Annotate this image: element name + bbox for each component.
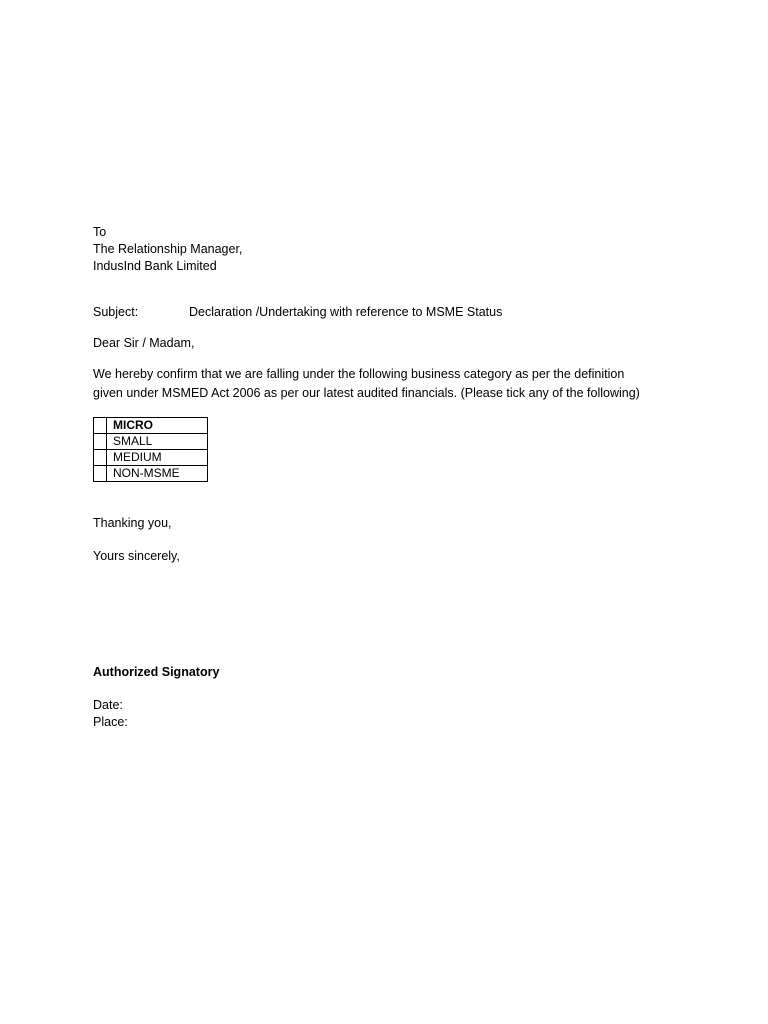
category-label-small: SMALL: [107, 434, 208, 450]
category-label-medium: MEDIUM: [107, 450, 208, 466]
subject-label: Subject:: [93, 305, 139, 319]
tick-box-micro[interactable]: [94, 418, 107, 434]
salutation: Dear Sir / Madam,: [93, 336, 195, 350]
category-row-small: [94, 434, 208, 450]
category-row-non-msme: [94, 466, 208, 482]
date-label: Date:: [93, 698, 123, 712]
category-row-medium: [94, 450, 208, 466]
recipient-bank: IndusInd Bank Limited: [93, 259, 217, 273]
tick-box-small[interactable]: [94, 434, 107, 450]
tick-box-non-msme[interactable]: [94, 466, 107, 482]
thanks-line: Thanking you,: [93, 516, 172, 530]
category-row-micro: [94, 418, 208, 434]
closing-line: Yours sincerely,: [93, 549, 180, 563]
place-label: Place:: [93, 715, 128, 729]
recipient-title: The Relationship Manager,: [93, 242, 243, 256]
category-label-non-msme: NON-MSME: [107, 466, 208, 482]
tick-box-medium[interactable]: [94, 450, 107, 466]
category-table: [93, 417, 208, 482]
category-label-micro: MICRO: [107, 418, 208, 434]
body-line-1: We hereby confirm that we are falling under the following business category as per the definition: [93, 367, 625, 381]
body-line-2: given under MSMED Act 2006 as per our latest audited financials. (Please tick any of the following): [93, 386, 640, 400]
authorized-signatory: Authorized Signatory: [93, 665, 220, 679]
body-paragraph: [93, 365, 693, 403]
to-line: To: [93, 225, 107, 239]
subject-text: Declaration /Undertaking with reference to MSME Status: [189, 305, 503, 319]
